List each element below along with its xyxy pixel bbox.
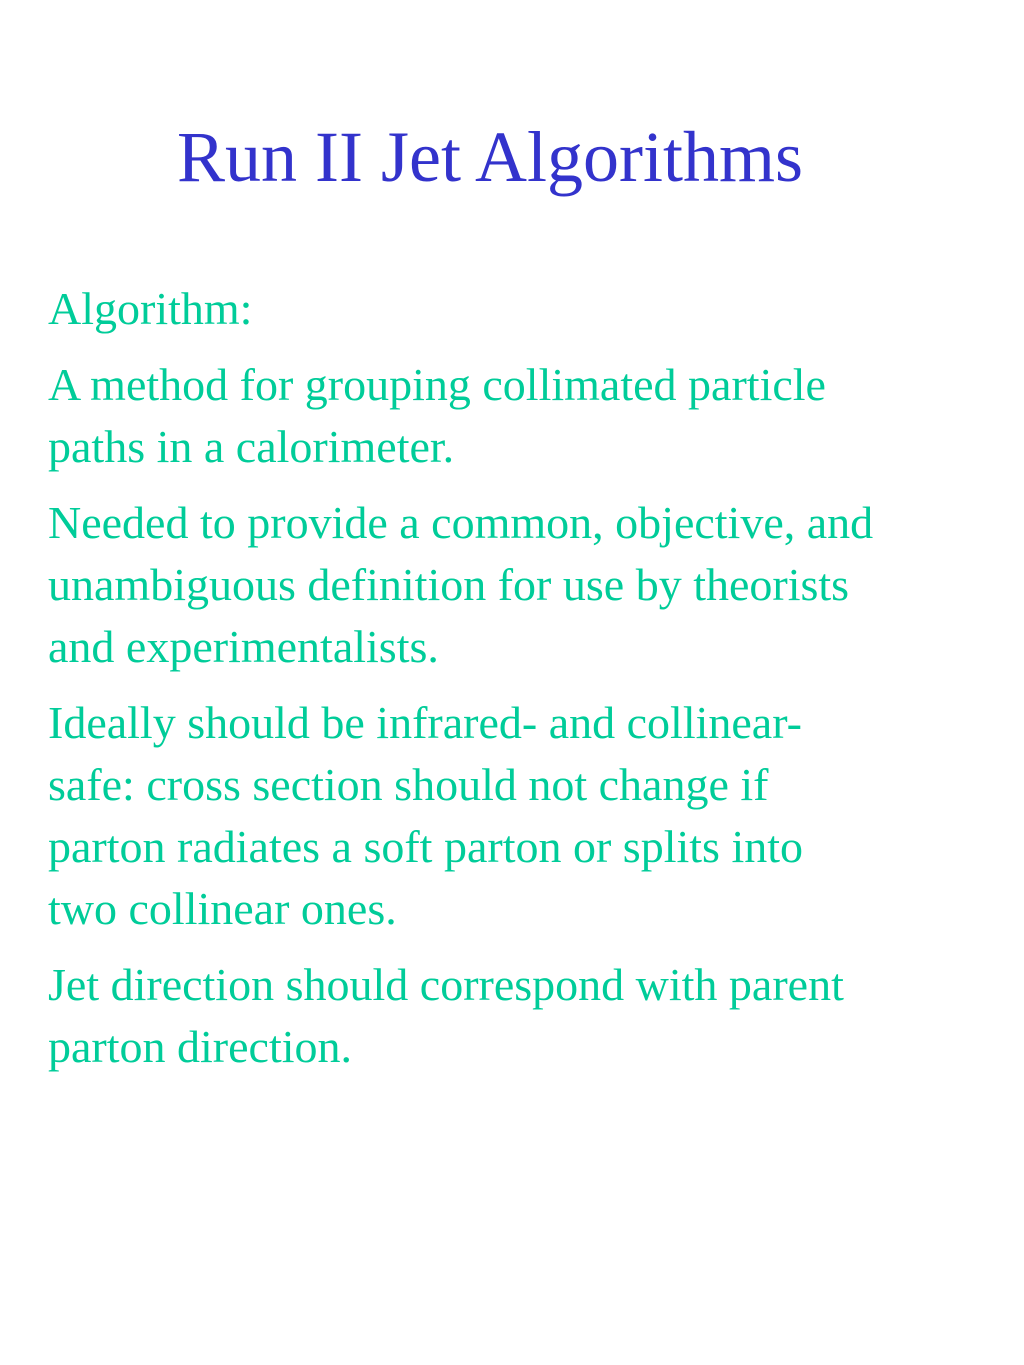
text-line: Needed to provide a common, objective, and — [48, 497, 874, 548]
text-line: two collinear ones. — [48, 883, 397, 934]
text-line: paths in a calorimeter. — [48, 421, 455, 472]
text-line: unambiguous definition for use by theorists — [48, 559, 850, 610]
text-line: Ideally should be infrared- and collinear- — [48, 697, 802, 748]
text-line: Jet direction should correspond with parent — [48, 959, 844, 1010]
text-line: A method for grouping collimated particle — [48, 359, 826, 410]
slide-title: Run II Jet Algorithms — [177, 117, 803, 197]
slide-body — [48, 278, 1008, 1092]
paragraph-definition — [48, 354, 1008, 478]
paragraph-purpose — [48, 492, 1008, 678]
text-line: parton radiates a soft parton or splits into — [48, 821, 804, 872]
paragraph-safety — [48, 692, 1008, 940]
paragraph-algorithm-heading — [48, 278, 1008, 340]
text-line: safe: cross section should not change if — [48, 759, 769, 810]
paragraph-direction — [48, 954, 1008, 1078]
text-line: and experimentalists. — [48, 621, 439, 672]
text-line: parton direction. — [48, 1021, 353, 1072]
text-line: Algorithm: — [48, 283, 253, 334]
